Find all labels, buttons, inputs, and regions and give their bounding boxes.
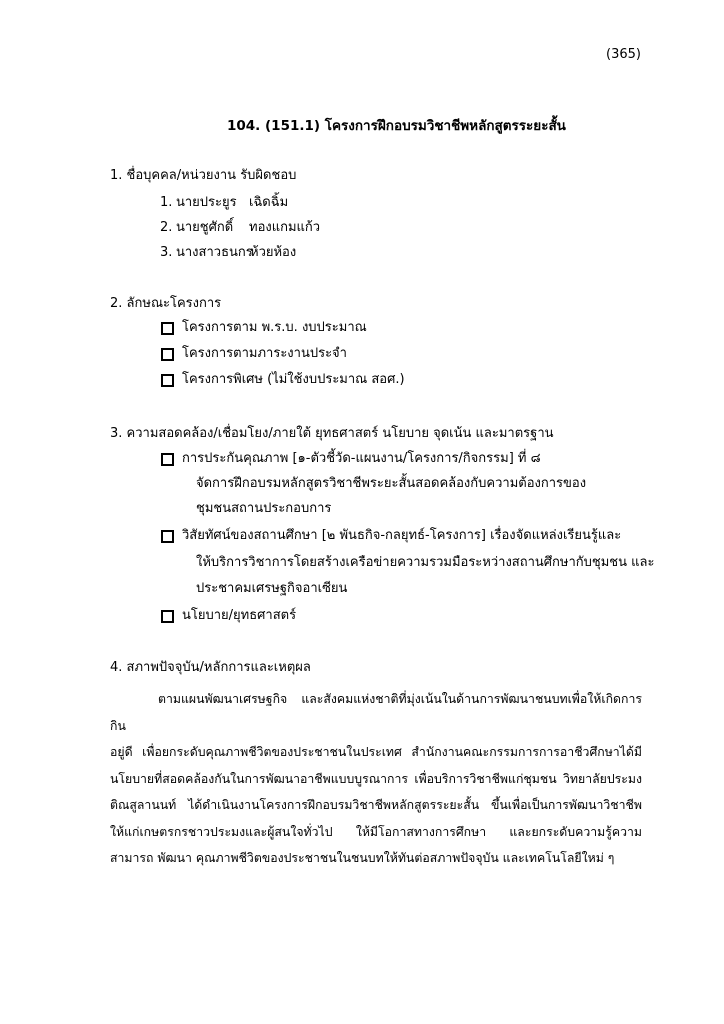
rationale-paragraph: [110, 686, 642, 872]
person-1-number: 1.: [160, 195, 173, 210]
quality-assurance-line-1: การประกันคุณภาพ [๑-ตัวชี้วัด-แผนงาน/โครงการ/กิจกรรม] ที่ ๘: [182, 451, 541, 466]
rationale-line-2: อยู่ดี เพื่อยกระดับคุณภาพชีวิตของประชาชนในประเทศ สำนักงานคณะกรรมการการอาชีวศึกษาได้มี: [110, 745, 642, 759]
person-2-last-name: ทองแกมแก้ว: [249, 220, 321, 235]
rationale-line-4: ติณสูลานนท์ ได้ดำเนินงานโครงการฝึกอบรมวิชาชีพหลักสูตรระยะสั้น ขึ้นเพื่อเป็นการพัฒนาวิชาชีพ: [110, 798, 642, 812]
checkbox-budget-project[interactable]: [161, 322, 174, 335]
section2-heading: 2. ลักษณะโครงการ: [110, 296, 222, 311]
page-number: (365): [606, 47, 641, 62]
person-3-first-name: นางสาวธนกร: [176, 245, 253, 260]
document-title: 104. (151.1) โครงการฝึกอบรมวิชาชีพหลักสูตรระยะสั้น: [227, 118, 566, 134]
checkbox-vision[interactable]: [161, 530, 174, 543]
person-1-first-name: นายประยูร: [176, 195, 237, 210]
person-3-last-name: ห้วยห้อง: [250, 245, 297, 260]
rationale-line-5: ให้แก่เกษตรกรชาวประมงและผู้สนใจทั่วไป ให้มีโอกาสทางการศึกษา และยกระดับความรู้ความสามารถ: [110, 824, 642, 865]
policy-strategy-label: นโยบาย/ยุทธศาสตร์: [182, 608, 297, 623]
rationale-line-3: นโยบายที่สอดคล้องกันในการพัฒนาอาชีพแบบบูรณาการ เพื่อบริการวิชาชีพแก่ชุมชน วิทยาลัยประมง: [110, 771, 642, 786]
person-2-first-name: นายชูศักดิ์: [176, 220, 234, 235]
rationale-line-6: พัฒนา คุณภาพชีวิตของประชาชนในชนบทให้ทันต่อสภาพปัจจุบัน และเทคโนโลยีใหม่ ๆ: [157, 851, 615, 865]
vision-line-1: วิสัยทัศน์ของสถานศึกษา [๒ พันธกิจ-กลยุทธ์-โครงการ] เรื่องจัดแหล่งเรียนรู้และ: [182, 528, 622, 543]
vision-line-2: ให้บริการวิชาการโดยสร้างเครือข่ายความรวมมือระหว่างสถานศึกษากับชุมชน และ: [196, 555, 655, 570]
vision-line-3: ประชาคมเศรษฐกิจอาเซียน: [196, 581, 348, 596]
checkbox-routine-project[interactable]: [161, 348, 174, 361]
option-special-project-label: โครงการพิเศษ (ไม่ใช้งบประมาณ สอศ.): [182, 372, 405, 387]
option-budget-project-label: โครงการตาม พ.ร.บ. งบประมาณ: [182, 320, 367, 335]
rationale-line-1: ตามแผนพัฒนาเศรษฐกิจ และสังคมแห่งชาติที่มุ่งเน้นในด้านการพัฒนาชนบทเพื่อให้เกิดการกิน: [110, 692, 642, 733]
quality-assurance-line-3: ชุมชนสถานประกอบการ: [196, 501, 332, 516]
checkbox-policy-strategy[interactable]: [161, 610, 174, 623]
person-3-number: 3.: [160, 245, 173, 260]
person-2-number: 2.: [160, 220, 173, 235]
checkbox-quality-assurance[interactable]: [161, 453, 174, 466]
checkbox-special-project[interactable]: [161, 374, 174, 387]
section3-heading: 3. ความสอดคล้อง/เชื่อมโยง/ภายใต้ ยุทธศาสตร์ นโยบาย จุดเน้น และมาตรฐาน: [110, 426, 554, 441]
section4-heading: 4. สภาพปัจจุบัน/หลักการและเหตุผล: [110, 660, 311, 675]
option-routine-project-label: โครงการตามภาระงานประจำ: [182, 346, 347, 361]
section1-heading: 1. ชื่อบุคคล/หน่วยงาน รับผิดชอบ: [110, 168, 297, 183]
person-1-last-name: เฉิดฉิ้ม: [249, 195, 289, 210]
quality-assurance-line-2: จัดการฝึกอบรมหลักสูตรวิชาชีพระยะสั้นสอดคล้องกับความต้องการของ: [196, 476, 587, 491]
